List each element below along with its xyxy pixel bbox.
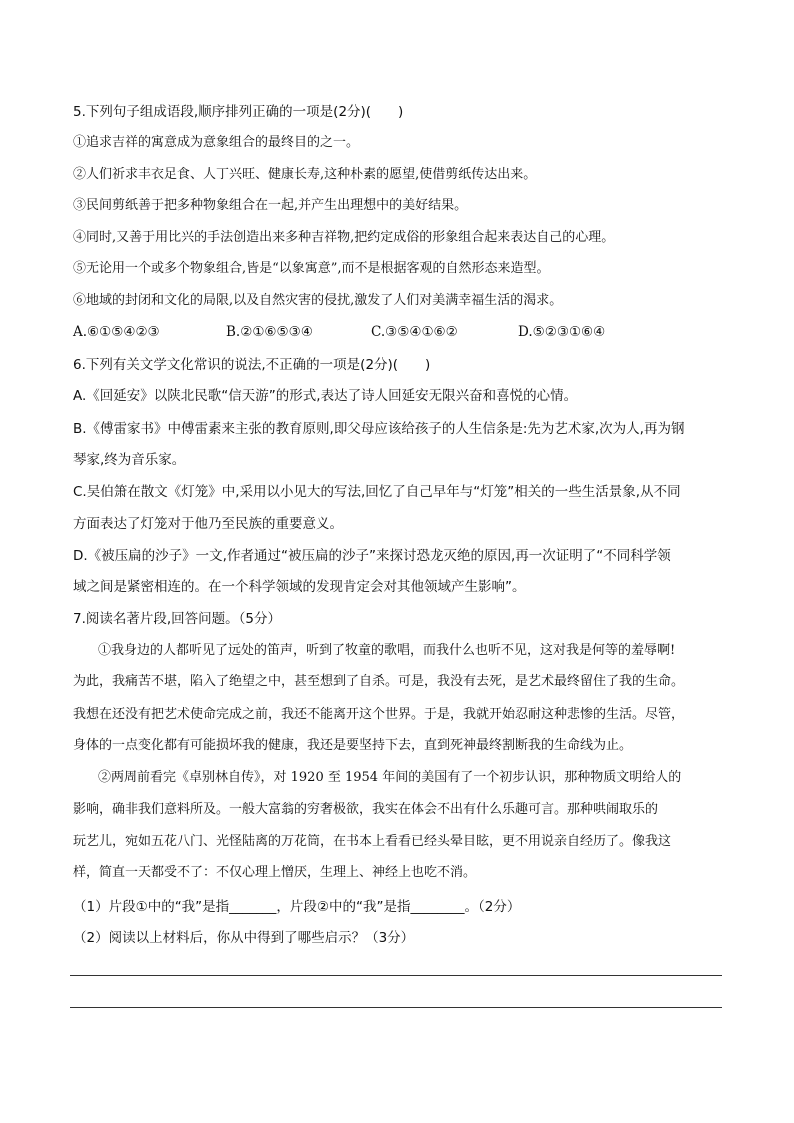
q7-subquestion-1: （1）片段①中的“我”是指_______，片段②中的“我”是指________。（2分） [73, 899, 521, 915]
q7-passage1-line4: 身体的一点变化都有可能损坏我的健康，我还是要坚持下去，直到死神最终割断我的生命线为止。 [73, 738, 633, 753]
q7-passage1-line1: ①我身边的人都听见了远处的笛声，听到了牧童的歌唱，而我什么也听不见，这对我是何等的羞辱啊! [98, 643, 676, 658]
q5-sentence-2: ②人们祈求丰衣足食、人丁兴旺、健康长寿,这种朴素的愿望,使借剪纸传达出来。 [73, 167, 537, 182]
q7-subquestion-2: （2）阅读以上材料后，你从中得到了哪些启示？（3分） [73, 930, 415, 946]
q5-sentence-4: ④同时,又善于用比兴的手法创造出来多种吉祥物,把约定成俗的形象组合起来表达自己的心理。 [73, 230, 615, 245]
q7-title: 7.阅读名著片段,回答问题。（5分） [73, 611, 282, 627]
q7-passage1-line2: 为此，我痛苦不堪，陷入了绝望之中，甚至想到了自杀。可是，我没有去死，是艺术最终留住了我的生命。 [73, 674, 685, 689]
q7-passage2-line1: ②两周前看完《卓别林自传》，对 1920 至 1954 年间的美国有了一个初步认识，那种物质文明给人的 [98, 770, 682, 785]
q6-option-d-line1: D.《被压扁的沙子》一文,作者通过“被压扁的沙子”来探讨恐龙灭绝的原因,再一次证明了“不同科学领 [73, 548, 671, 564]
q7-passage1-line3: 我想在还没有把艺术使命完成之前，我还不能离开这个世界。于是，我就开始忍耐这种悲惨的生活。尽管， [73, 707, 685, 722]
q7-passage2-line2: 影响，确非我们意料所及。一般大富翁的穷奢极欲，我实在体会不出有什么乐趣可言。那种哄闹取乐的 [73, 802, 659, 817]
q5-option-b[interactable]: B.②①⑥⑤③④ [226, 324, 313, 340]
answer-line-2[interactable] [70, 1007, 722, 1008]
q6-option-b-line1: B.《傅雷家书》中傅雷素来主张的教育原则,即父母应该给孩子的人生信条是:先为艺术家,次为人,再为钢 [73, 421, 685, 437]
q6-option-a: A.《回延安》以陕北民歌“信天游”的形式,表达了诗人回延安无限兴奋和喜悦的心情。 [73, 388, 578, 404]
q5-option-d[interactable]: D.⑤②③①⑥④ [518, 324, 606, 340]
q5-options [73, 323, 733, 343]
q6-option-c-line1: C.吴伯箫在散文《灯笼》中,采用以小见大的写法,回忆了自己早年与“灯笼”相关的一些生活景象,从不同 [73, 484, 681, 500]
q5-sentence-1: ①追求吉祥的寓意成为意象组合的最终目的之一。 [73, 135, 360, 150]
q6-title: 6.下列有关文学文化常识的说法,不正确的一项是(2分)( ) [73, 357, 431, 373]
q5-option-a[interactable]: A.⑥①⑤④②③ [73, 324, 160, 340]
q5-option-c[interactable]: C.③⑤④①⑥② [371, 324, 458, 340]
q6-option-b-line2: 琴家,终为音乐家。 [73, 452, 186, 468]
q7-passage2-line3: 玩艺儿，宛如五花八门、光怪陆离的万花筒，在书本上看看已经头晕目眩，更不用说亲自经历了。像我这 [73, 834, 672, 849]
q5-sentence-5: ⑤无论用一个或多个物象组合,皆是“以象寓意”,而不是根据客观的自然形态来造型。 [73, 261, 550, 276]
answer-line-1[interactable] [70, 975, 722, 976]
q5-title: 5.下列句子组成语段,顺序排列正确的一项是(2分)( ) [73, 104, 404, 120]
q5-sentence-3: ③民间剪纸善于把多种物象组合在一起,并产生出理想中的美好结果。 [73, 198, 468, 213]
q5-sentence-6: ⑥地域的封闭和文化的局限,以及自然灾害的侵扰,激发了人们对美满幸福生活的渴求。 [73, 293, 563, 308]
q6-option-c-line2: 方面表达了灯笼对于他乃至民族的重要意义。 [73, 516, 343, 532]
q7-passage2-line4: 样，简直一天都受不了：不仅心理上憎厌，生理上、神经上也吃不消。 [73, 865, 477, 880]
q6-option-d-line2: 域之间是紧密相连的。在一个科学领域的发现肯定会对其他领域产生影响”。 [73, 579, 526, 595]
